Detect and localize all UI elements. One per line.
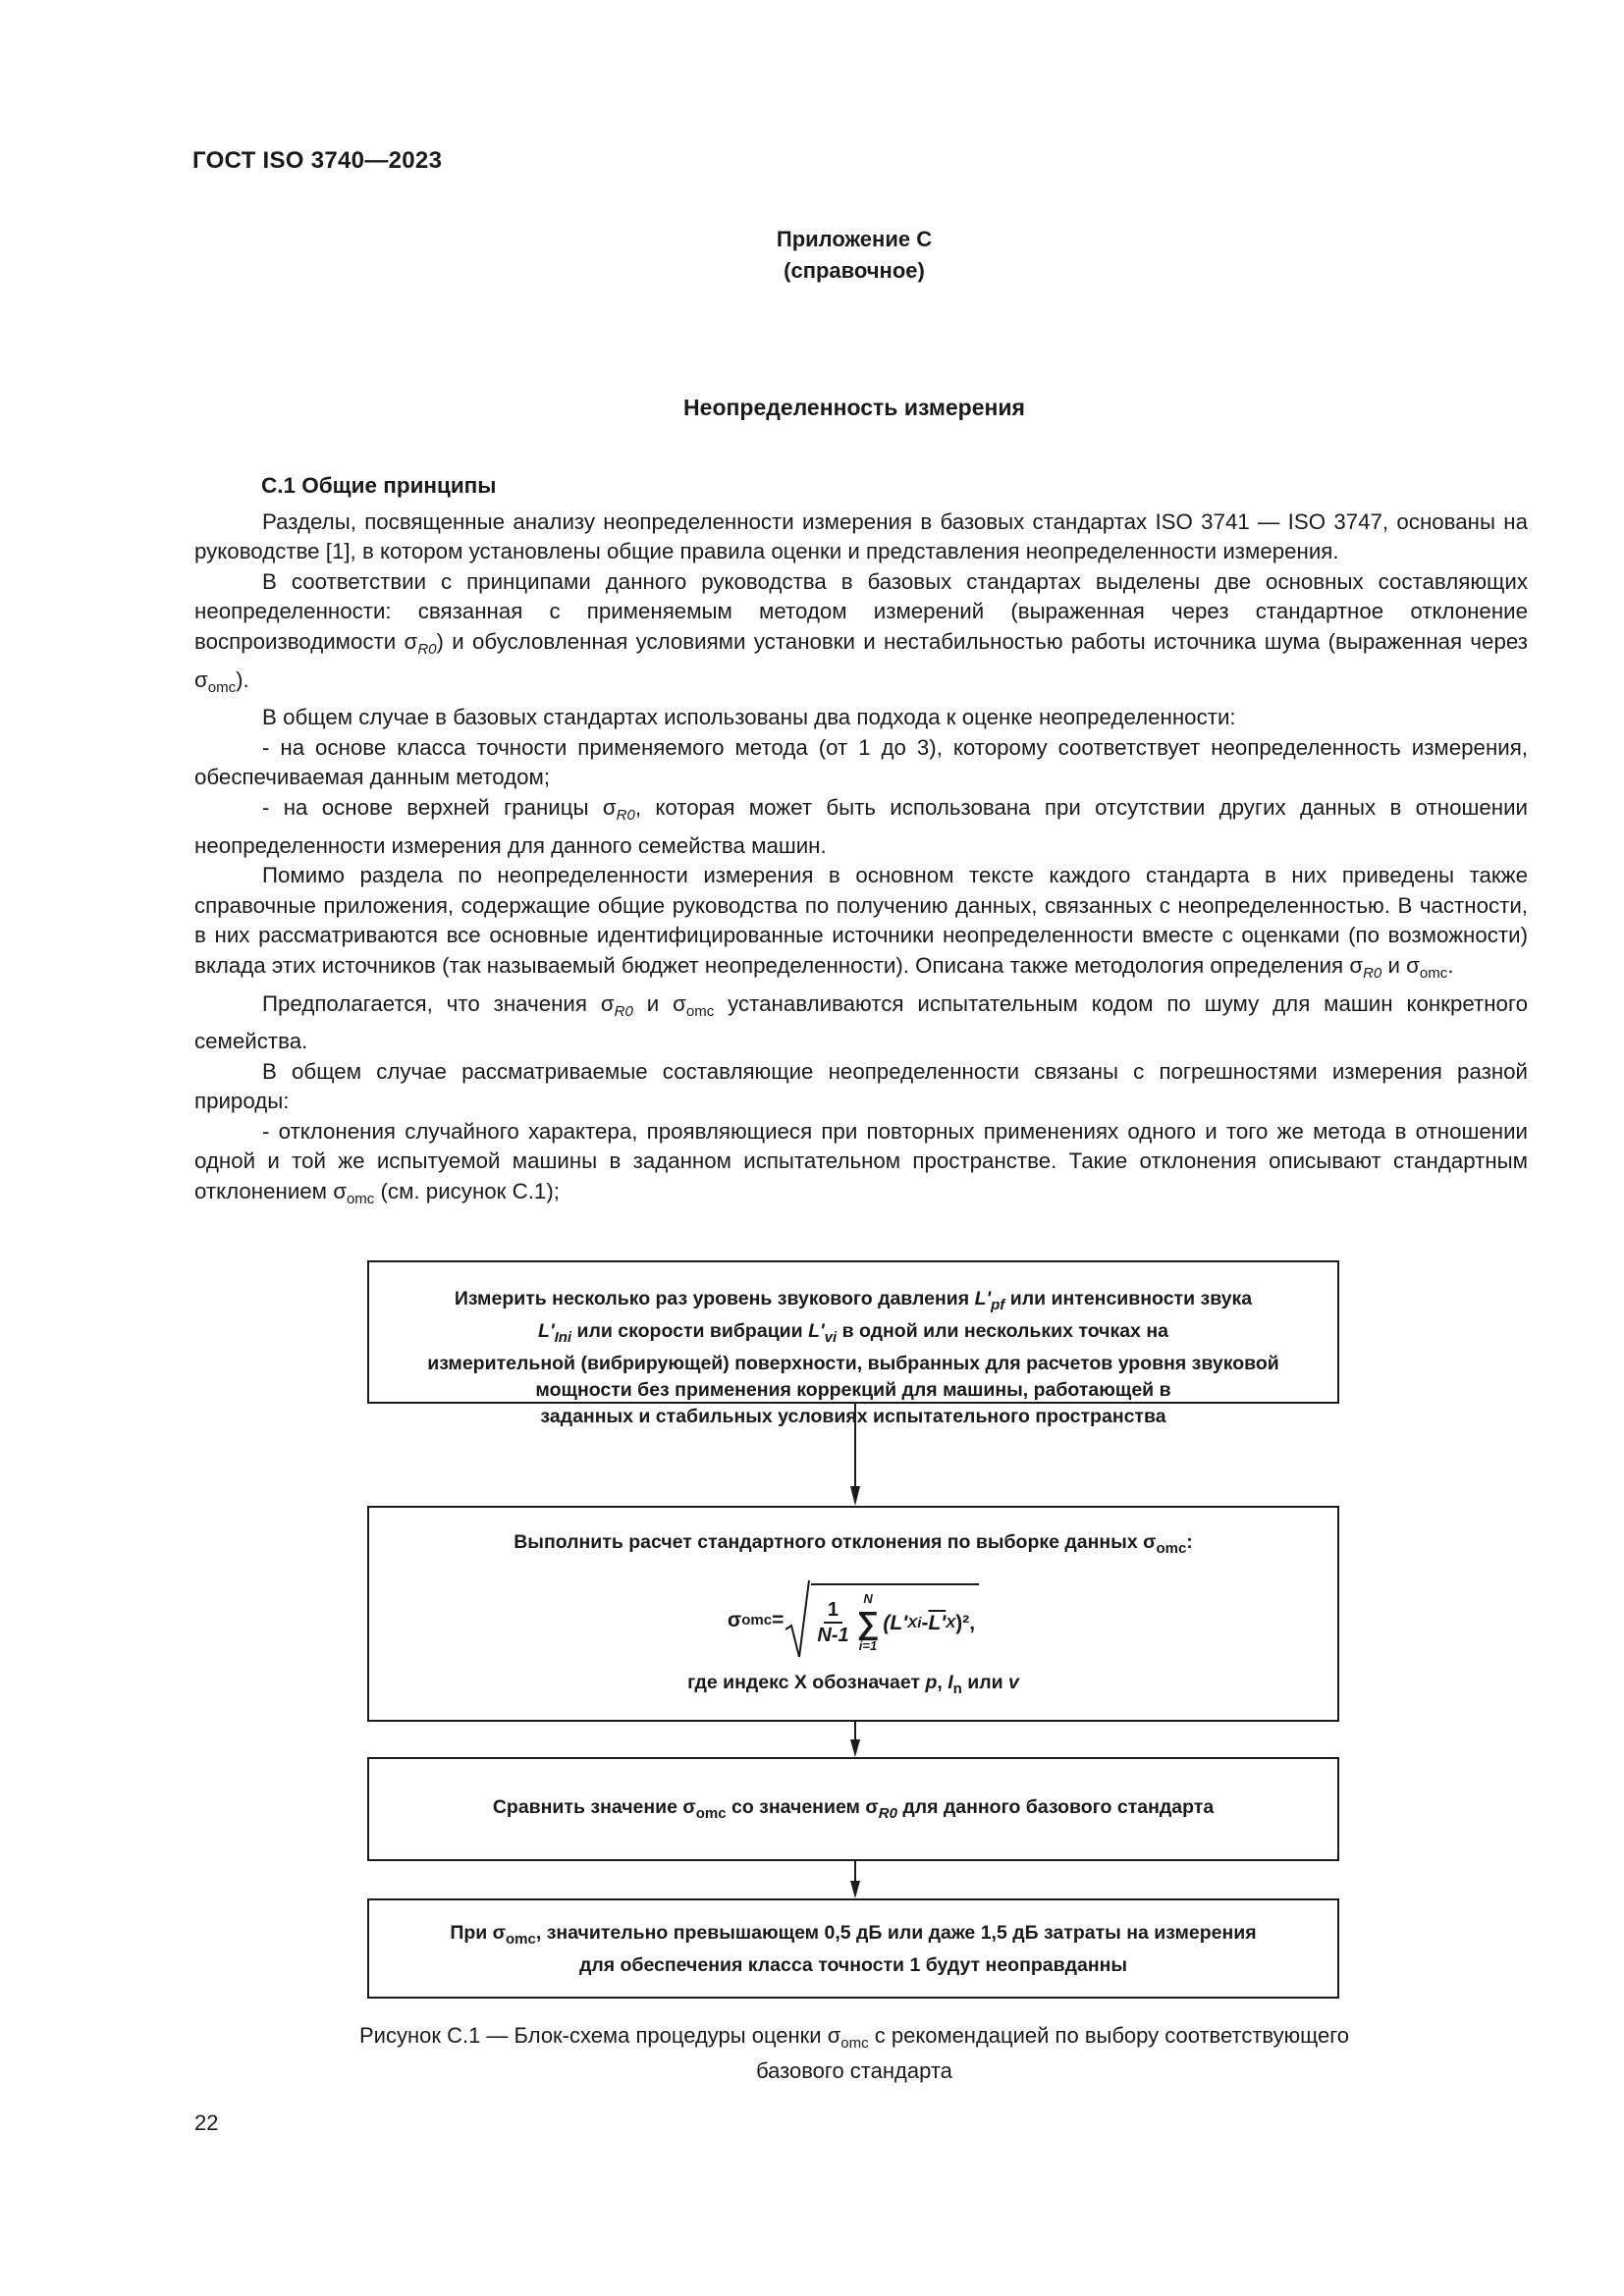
subsection-title: Общие принципы: [301, 473, 497, 498]
paragraph-1: Разделы, посвященные анализу неопределенности измерения в базовых стандартах ISO 3741 — ISO 3747, основаны на руководстве [1], в котором установлены общие правила оценки и представления неопределенности измерения.: [194, 508, 1528, 564]
radicand: $\frac{1}{N-1}$ N ∑ i=1 (L' Xi - L' X )²,: [811, 1583, 979, 1654]
flowchart-box-calculate: [367, 1506, 1339, 1722]
box1-line-3: измерительной (вибрирующей) поверхности, выбранных для расчетов уровня звуковой: [427, 1353, 1279, 1374]
box1-line-5: заданных и стабильных условиях испытательного пространства: [540, 1406, 1166, 1427]
appendix-title: Приложение С: [776, 227, 933, 251]
paragraph-9: - отклонения случайного характера, проявляющиеся при повторных применениях одного и того же метода в отношении одной и той же испытуемой машины в заданном испытательном пространстве. Такие отклонения описывают стандартным отклонением $\sigma_{omc}$ (см. рисунок С.1);: [194, 1118, 1528, 1208]
fraction: $\frac{1}{N-1}$: [817, 1599, 849, 1646]
sum-icon: ∑: [856, 1605, 880, 1640]
paragraph-4: - на основе класса точности применяемого метода (от 1 до 3), которому соответствует неопределенность измерения, обеспечиваемая данным методом;: [194, 734, 1528, 790]
box1-line-4: мощности без применения коррекций для машины, работающей в: [535, 1379, 1171, 1401]
paragraph-3: В общем случае в базовых стандартах использованы два подхода к оценке неопределенности:: [262, 705, 1236, 730]
body-text: [194, 471, 1528, 1215]
figure-caption: [0, 2022, 1624, 2085]
sigma-omc-formula: σ omc = $\frac{1}{N-1}$ N ∑ i=1 (L' Xi - L' X )²,: [369, 1575, 1337, 1664]
box2-line-3: где индекс X обозначает p, $I_n$ или v: [687, 1672, 1019, 1697]
box4-line-1: При $\sigma_{omc}$, значительно превышающем 0,5 дБ или даже 1,5 дБ затраты на измерения: [450, 1922, 1257, 1948]
box4-line-2: для обеспечения класса точности 1 будут неоправданны: [578, 1954, 1128, 1976]
paragraph-5: - на основе верхней границы $\sigma_{R0}$, которая может быть использована при отсутствии других данных в отношении неопределенности измерения для данного семейства машин.: [194, 794, 1528, 858]
caption-line-2: базового стандарта: [756, 2058, 952, 2083]
paragraph-8: В общем случае рассматриваемые составляющие неопределенности связаны с погрешностями измерения разной природы:: [194, 1058, 1528, 1114]
document-code: ГОСТ ISO 3740—2023: [192, 147, 443, 174]
flowchart-box-measure: [367, 1260, 1339, 1427]
flowchart-box-compare: [367, 1757, 1339, 1861]
paragraph-6: Помимо раздела по неопределенности измерения в основном тексте каждого стандарта в них приведены также справочные приложения, содержащие общие руководства по получению данных, связанных с неопределенностью. В частности, в них рассматриваются все основные идентифицированные источники неопределенности вместе с оценками (по возможности) вклада этих источников (так называемый бюджет неопределенности). Описана также методология определения $\sigma_{R0}$ и $\sigma_{omc}$.: [194, 863, 1528, 982]
subsection-number: С.1: [261, 473, 297, 498]
subsection-heading: [194, 471, 1528, 502]
square-root-icon: [784, 1578, 811, 1661]
arrow-down-icon: [850, 1861, 860, 1898]
box3-line-1: Сравнить значение $\sigma_{omc}$ со значением $\sigma_{R0}$ для данного базового стандарта: [492, 1796, 1215, 1822]
arrow-down-icon: [850, 1722, 860, 1757]
page-number: 22: [194, 2110, 219, 2135]
appendix-heading: [0, 224, 1624, 287]
appendix-subtitle: (справочное): [784, 258, 925, 283]
box1-line-2: $L'_{Ini}$ или скорости вибрации $L'_{vi}$ в одной или нескольких точках на: [538, 1320, 1168, 1346]
arrow-down-icon: [850, 1404, 860, 1506]
paragraph-7: Предполагается, что значения $\sigma_{R0}$ и $\sigma_{omc}$ устанавливаются испытательным кодом по шуму для машин конкретного семейства.: [194, 990, 1528, 1054]
section-title: Неопределенность измерения: [683, 395, 1025, 420]
flowchart-box-conclusion: [367, 1898, 1339, 1999]
summation: N ∑ i=1: [856, 1591, 880, 1653]
paragraph-2: В соответствии с принципами данного руководства в базовых стандартах выделены две основных составляющих неопределенности: связанная с применяемым методом измерений (выраженная через стандартное отклонение воспроизводимости $\sigma_{R0}$) и обусловленная условиями установки и нестабильностью работы источника шума (выраженная через $\sigma_{omc}$).: [194, 568, 1528, 696]
box1-line-1: Измерить несколько раз уровень звукового давления $L'_{pf}$ или интенсивности звука: [454, 1288, 1253, 1313]
box2-line-1: Выполнить расчет стандартного отклонения по выборке данных $\sigma_{omc}$:: [514, 1531, 1193, 1557]
caption-line-1: Рисунок С.1 — Блок-схема процедуры оценки $\sigma_{omc}$ с рекомендацией по выбору соответствующего: [359, 2023, 1349, 2052]
